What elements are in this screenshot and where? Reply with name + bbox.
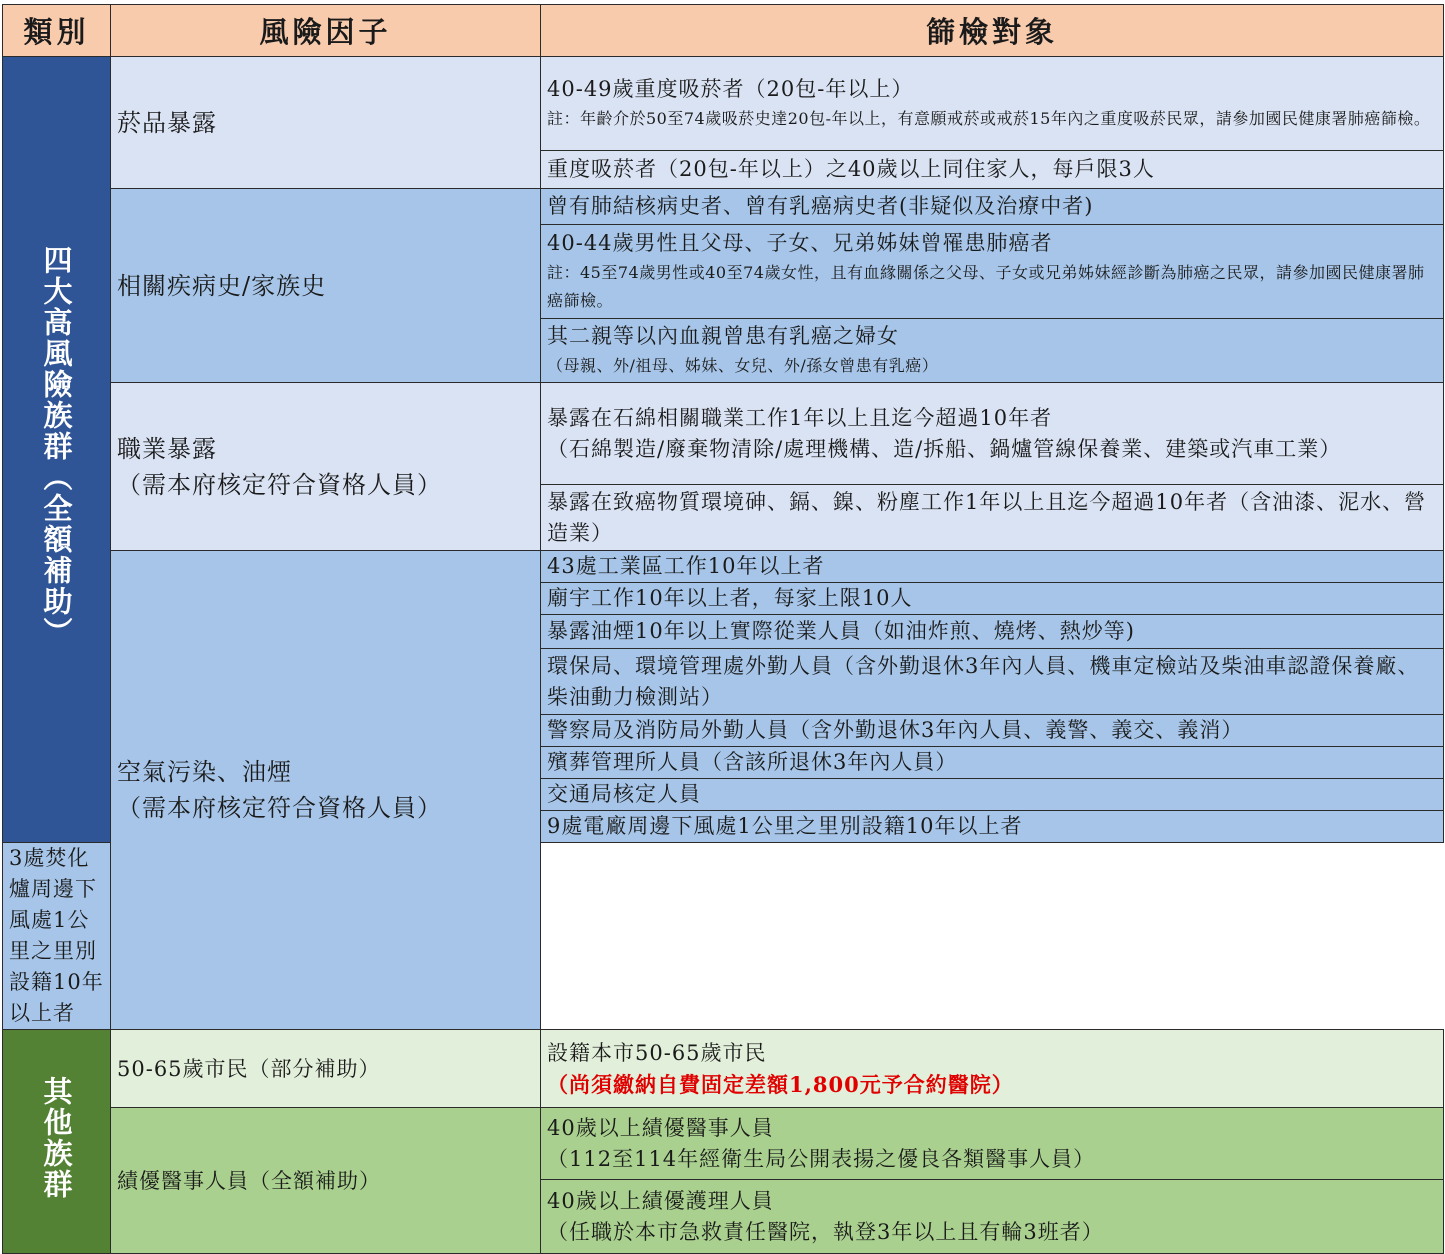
copay-warning: （尚須繳納自費固定差額1,800元予合約醫院）	[547, 1071, 1014, 1097]
factor-qualifier: （需本府核定符合資格人員）	[117, 794, 442, 822]
factor-title: 空氣污染、油煙	[117, 758, 292, 786]
factor-medical-staff: 績優醫事人員（全額補助）	[111, 1108, 541, 1254]
target-main-text: 40歲以上績優醫事人員	[547, 1115, 774, 1140]
target-incinerator: 3處焚化爐周邊下風處1公里之里別設籍10年以上者	[3, 843, 111, 1030]
screening-table-sheet	[2, 4, 1443, 1244]
target-main-text: 40-49歲重度吸菸者（20包-年以上）	[547, 77, 914, 101]
target-nursing-staff	[541, 1180, 1444, 1254]
target-detail-text: （石綿製造/廢棄物清除/處理機構、造/拆船、鍋爐管線保養業、建築或汽車工業）	[547, 436, 1342, 461]
target-transport: 交通局核定人員	[541, 779, 1444, 811]
table-header-row	[3, 5, 1444, 57]
header-category: 類別	[3, 5, 111, 57]
factor-qualifier: （需本府核定符合資格人員）	[117, 470, 442, 499]
group-other	[3, 1030, 111, 1254]
target-detail-text: （112至114年經衛生局公開表揚之優良各類醫事人員）	[547, 1146, 1096, 1171]
target-industrial-zone: 43處工業區工作10年以上者	[541, 551, 1444, 583]
target-carcinogen-exposure: 暴露在致癌物質環境砷、鎘、鎳、粉塵工作1年以上且迄今超過10年者（含油漆、泥水、營造業）	[541, 485, 1444, 551]
target-police-fire: 警察局及消防局外勤人員（含外勤退休3年內人員、義警、義交、義消）	[541, 715, 1444, 747]
target-family-lung-cancer	[541, 225, 1444, 319]
factor-air-pollution	[111, 551, 541, 1030]
table-row	[3, 57, 1444, 151]
target-tb-breast-history: 曾有肺結核病史者、曾有乳癌病史者(非疑似及治療中者)	[541, 189, 1444, 225]
header-risk-factor: 風險因子	[111, 5, 541, 57]
group-other-label: 其他族群	[39, 1076, 74, 1200]
target-detail-text: （任職於本市急救責任醫院，執登3年以上且有輪3班者）	[547, 1219, 1104, 1244]
factor-disease-history: 相關疾病史/家族史	[111, 189, 541, 383]
table-row	[3, 1030, 1444, 1108]
target-environmental-staff: 環保局、環境管理處外勤人員（含外勤退休3年內人員、機車定檢站及柴油車認證保養廠、柴油動力檢測站）	[541, 649, 1444, 715]
target-smoker-40-49	[541, 57, 1444, 151]
table-row	[3, 189, 1444, 225]
target-smoker-family: 重度吸菸者（20包-年以上）之40歲以上同住家人，每戶限3人	[541, 151, 1444, 189]
target-main-text: 40-44歲男性且父母、子女、兄弟姊妹曾罹患肺癌者	[547, 231, 1053, 255]
target-cooking-fumes: 暴露油煙10年以上實際從業人員（如油炸煎、燒烤、熱炒等)	[541, 615, 1444, 649]
target-main-text: 40歲以上績優護理人員	[547, 1188, 774, 1213]
factor-smoking: 菸品暴露	[111, 57, 541, 189]
factor-citizen-50-65: 50-65歲市民（部分補助）	[111, 1030, 541, 1108]
factor-occupation	[111, 383, 541, 551]
target-note: 註：年齡介於50至74歲吸菸史達20包-年以上，有意願戒菸或戒菸15年內之重度吸菸民眾，請參加國民健康署肺癌篩檢。	[547, 109, 1431, 128]
factor-title: 職業暴露	[117, 434, 217, 463]
target-temple: 廟宇工作10年以上者，每家上限10人	[541, 583, 1444, 615]
table-row	[3, 1108, 1444, 1180]
table-row	[3, 383, 1444, 485]
target-power-plant: 9處電廠周邊下風處1公里之里別設籍10年以上者	[541, 811, 1444, 843]
target-funeral: 殯葬管理所人員（含該所退休3年內人員）	[541, 747, 1444, 779]
target-note: 註：45至74歲男性或40至74歲女性，且有血緣關係之父母、子女或兄弟姊妹經診斷為肺癌之民眾，請參加國民健康署肺癌篩檢。	[547, 263, 1425, 310]
target-main-text: 設籍本市50-65歲市民	[547, 1040, 767, 1065]
target-medical-staff	[541, 1108, 1444, 1180]
header-screening-target: 篩檢對象	[541, 5, 1444, 57]
target-main-text: 其二親等以內血親曾患有乳癌之婦女	[547, 324, 899, 348]
target-note: （母親、外/祖母、姊妹、女兒、外/孫女曾患有乳癌）	[547, 356, 939, 375]
target-main-text: 暴露在石綿相關職業工作1年以上且迄今超過10年者	[547, 405, 1053, 430]
group-high-risk-label: 四大高風險族群（全額補助）	[39, 244, 74, 648]
target-citizen-50-65	[541, 1030, 1444, 1108]
screening-table	[2, 4, 1444, 1254]
table-row	[3, 551, 1444, 583]
group-high-risk	[3, 57, 111, 843]
target-asbestos	[541, 383, 1444, 485]
target-family-breast-cancer	[541, 319, 1444, 383]
